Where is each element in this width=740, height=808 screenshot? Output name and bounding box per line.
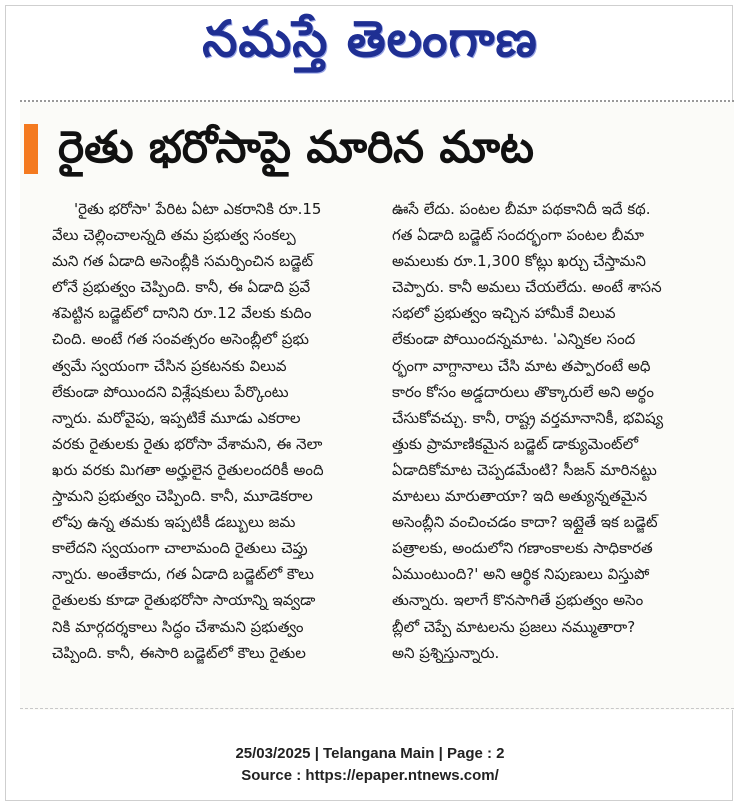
- article-line: బ్లీలో చెప్పే మాటలను ప్రజలు నమ్ముతారా?: [392, 617, 636, 636]
- article-line: ఊసే లేదు. పంటల బీమా పథకానిదీ ఇదే కథ.: [392, 200, 651, 218]
- article-line: అని ప్రశ్నిస్తున్నారు.: [392, 643, 500, 662]
- clipping-bottom-edge: [20, 708, 734, 719]
- article-line: చింది. అంటే గత సంవత్సరం అసెంబ్లీలో ప్రభు: [52, 330, 309, 349]
- article-line: పత్రాలకు, అందులోని గణాంకాలకు సాధికారత: [392, 539, 653, 558]
- article-line: లోనే ప్రభుత్వం చెప్పింది. కానీ, ఈ ఏడాది ప్రవే: [52, 278, 311, 297]
- article-line: వరకు రైతులకు రైతు భరోసా వేశామని, ఈ నెలా: [52, 434, 323, 453]
- article-line: లేకుండా పోయిందని విశ్లేషకులు పేర్కొంటు: [52, 382, 289, 401]
- article-line: కాలేదని స్వయంగా చాలామంది రైతులు చెప్తు: [52, 539, 308, 558]
- article-line: 'రైతు భరోసా' పేరిట ఏటా ఎకరానికి రూ.15: [74, 200, 322, 218]
- article-line: త్తుకు ప్రామాణికమైన బడ్జెట్ డాక్యుమెంట్‌లో: [392, 434, 639, 453]
- article-line: గత ఏడాది బడ్జెట్ సందర్భంగా పంటల బీమా: [392, 226, 645, 245]
- article-line: ఖరు వరకు మిగతా అర్హులైన రైతులందరికీ అంది: [52, 460, 324, 479]
- article-line: అసెంబ్లీని వంచించడం కాదా? ఇట్లైతే ఇక బడ్జెట్: [392, 513, 658, 532]
- clipping-top-divider: [20, 100, 734, 102]
- article-line: నికి మార్గదర్శకాలు సిద్ధం చేశామని ప్రభుత్వం: [52, 617, 304, 636]
- footer-meta: 25/03/2025 | Telangana Main | Page : 2: [235, 745, 505, 762]
- article-line: న్నారు. అంతేకాదు, గత ఏడాది బడ్జెట్‌లో కౌలు: [52, 565, 314, 584]
- article-line: త్వమే స్వయంగా చేసిన ప్రకటనకు విలువ: [52, 356, 287, 375]
- article-line: లోపు ఉన్న తమకు ఇప్పటికీ డబ్బులు జమ: [52, 513, 296, 532]
- article-line: కారం కోసం అడ్డదారులు తొక్కారులే అని అర్థం: [392, 382, 654, 401]
- article-line: రైతులకు కూడా రైతుభరోసా సాయాన్ని ఇవ్వడా: [52, 591, 316, 610]
- article-line: చెప్పారు. కానీ అమలు చేయలేదు. అంటే శాసన: [392, 278, 662, 297]
- masthead-logo: నమస్తే తెలంగాణ: [202, 10, 538, 68]
- article-line: చెప్పింది. కానీ, ఈసారి బడ్జెట్‌లో కౌలు రైతుల: [52, 643, 306, 662]
- article-line: సభలో ప్రభుత్వం ఇచ్చిన హామీకే విలువ: [392, 304, 616, 323]
- article-line: అమలుకు రూ.1,300 కోట్లు ఖర్చు చేస్తామని: [392, 252, 646, 271]
- article-left-column: [52, 196, 374, 666]
- article-line: లేకుండా పోయిందన్నమాట. 'ఎన్నికల సంద: [392, 330, 636, 349]
- article-right-column: [392, 196, 714, 666]
- article-line: శపెట్టిన బడ్జెట్‌లో దానిని రూ.12 వేలకు కుదిం: [52, 304, 312, 323]
- article-line: ఏముంటుంది?' అని ఆర్థిక నిపుణులు విస్తుపో: [392, 565, 650, 584]
- article-line: మాటలు మారుతాయా? ఇది అత్యున్నతమైన: [392, 487, 648, 506]
- footer-source: Source : https://epaper.ntnews.com/: [241, 767, 499, 784]
- article-line: వేలు చెల్లించాలన్నది తమ ప్రభుత్వ సంకల్ప: [52, 226, 296, 245]
- article-line: మని గత ఏడాది అసెంబ్లీకి సమర్పించిన బడ్జెట్: [52, 252, 314, 271]
- headline-accent-bar: [24, 124, 38, 174]
- article-line: చేసుకోవచ్చు. కానీ, రాష్ట్ర వర్తమానానికీ, భవిష్య: [392, 408, 664, 427]
- article-headline: రైతు భరోసాపై మారిన మాట: [58, 122, 535, 173]
- article-line: న్నారు. మరోవైపు, ఇప్పటికే మూడు ఎకరాల: [52, 408, 301, 427]
- article-line: తున్నారు. ఇలాగే కొనసాగితే ప్రభుత్వం అసెం: [392, 591, 644, 610]
- article-line: స్తామని ప్రభుత్వం చెప్పింది. కానీ, మూడెకరాల: [52, 487, 313, 506]
- article-line: ర్భంగా వాగ్దానాలు చేసి మాట తప్పారంటే అధి: [392, 356, 651, 375]
- article-line: ఏడాదికోమాట చెప్పడమేంటి? సీజన్ మారినట్టు: [392, 460, 657, 479]
